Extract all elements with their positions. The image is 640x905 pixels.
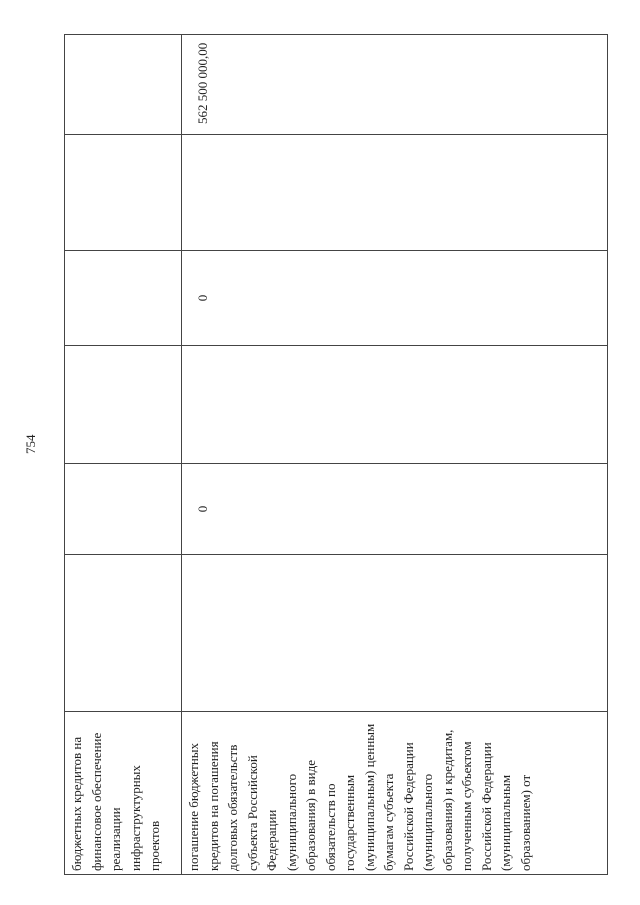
table-cell: [182, 555, 608, 712]
table-cell: [65, 35, 182, 135]
table-cell: [65, 135, 182, 251]
budget-table: [64, 34, 608, 875]
value-cell-col6: 562 500 000,00: [182, 35, 608, 135]
value-cell-col2: 0: [182, 464, 608, 555]
table-cell: [182, 135, 608, 251]
value-cell-col4: 0: [182, 251, 608, 346]
row-label-repayment-credits: погашение бюджетных кредитов на погашения долговых обязательств субъекта Российской Федерации (муниципального образования) в виде обязательств по государственным (муниципальным) ценным бумагам субъекта Российской Федерации (муниципального образования) и кредитам, полученным субъектом Российской Федерации (муниципальным образованием) от: [182, 712, 608, 875]
table-row: [65, 35, 182, 875]
table-cell: [65, 555, 182, 712]
table-cell: [65, 346, 182, 464]
table-row: [182, 35, 608, 875]
row-label-infrastructure-credits: бюджетных кредитов на финансовое обеспечение реализации инфраструктурных проектов: [65, 712, 182, 875]
budget-table-rotated: [64, 35, 607, 875]
page-number: 754: [23, 434, 38, 454]
table-cell: [182, 346, 608, 464]
table-cell: [65, 464, 182, 555]
table-cell: [65, 251, 182, 346]
